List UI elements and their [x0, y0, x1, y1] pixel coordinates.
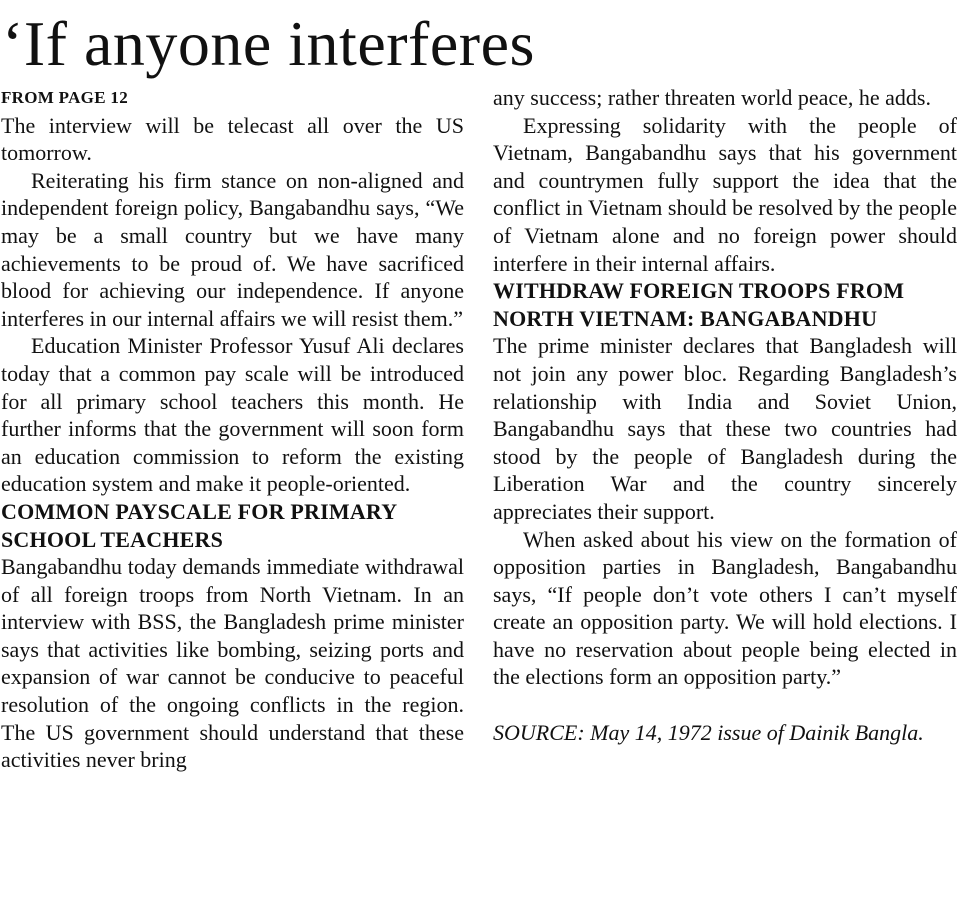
headline: ‘If anyone interferes [2, 8, 535, 79]
subhead-withdraw-troops: WITHDRAW FOREIGN TROOPS FROM NORTH VIETNAM: BANGABANDHU [493, 278, 905, 331]
continuation-kicker: FROM PAGE 12 [1, 88, 128, 107]
article-column-right [493, 84, 957, 746]
paragraph-foreign-troops: Bangabandhu today demands immediate withdrawal of all foreign troops from North Vietnam. In an interview with BSS, the Bangladesh prime minister says that activities like bombing, seizing ports and expansion of war cannot be conducive to peaceful resolution of the ongoing conflicts in the region. The US government should understand that these activities never bring [1, 554, 464, 773]
paragraph-vietnam-solidarity: Expressing solidarity with the people of Vietnam, Bangabandhu says that his government and countrymen fully support the idea that the conflict in Vietnam should be resolved by the people of Vietnam alone and no foreign power should interfere in their internal affairs. [493, 112, 957, 276]
subhead-common-payscale: COMMON PAYSCALE FOR PRIMARY SCHOOL TEACHERS [1, 498, 397, 552]
source-credit: SOURCE: May 14, 1972 issue of Dainik Bangla. [493, 719, 924, 745]
article-column-left [1, 84, 464, 774]
paragraph-world-peace: any success; rather threaten world peace, he adds. [493, 85, 931, 110]
paragraph-education-minister: Education Minister Professor Yusuf Ali declares today that a common pay scale will be introduced for all primary school teachers this month. He further informs that the government will soon form an education commission to reform the existing education system and make it people-oriented. [1, 333, 464, 497]
paragraph-opposition-parties: When asked about his view on the formation of opposition parties in Bangladesh, Bangabandhu says, “If people don’t vote others I can’t myself create an opposition party. We will hold elections. I have no reservation about people being elected in the elections form an opposition party.” [493, 526, 957, 690]
paragraph-power-bloc: The prime minister declares that Bangladesh will not join any power bloc. Regarding Bangladesh’s relationship with India and Soviet Union, Bangabandhu says that these two countries had stood by the people of Bangladesh during the Liberation War and the country sincerely appreciates their support. [493, 333, 957, 524]
paragraph-foreign-policy: Reiterating his firm stance on non-aligned and independent foreign policy, Bangabandhu says, “We may be a small country but we have many achievements to be proud of. We have sacrificed blood for achieving our independence. If anyone interferes in our internal affairs we will resist them.” [1, 167, 464, 331]
paragraph-telecast: The interview will be telecast all over the US tomorrow. [1, 112, 464, 166]
